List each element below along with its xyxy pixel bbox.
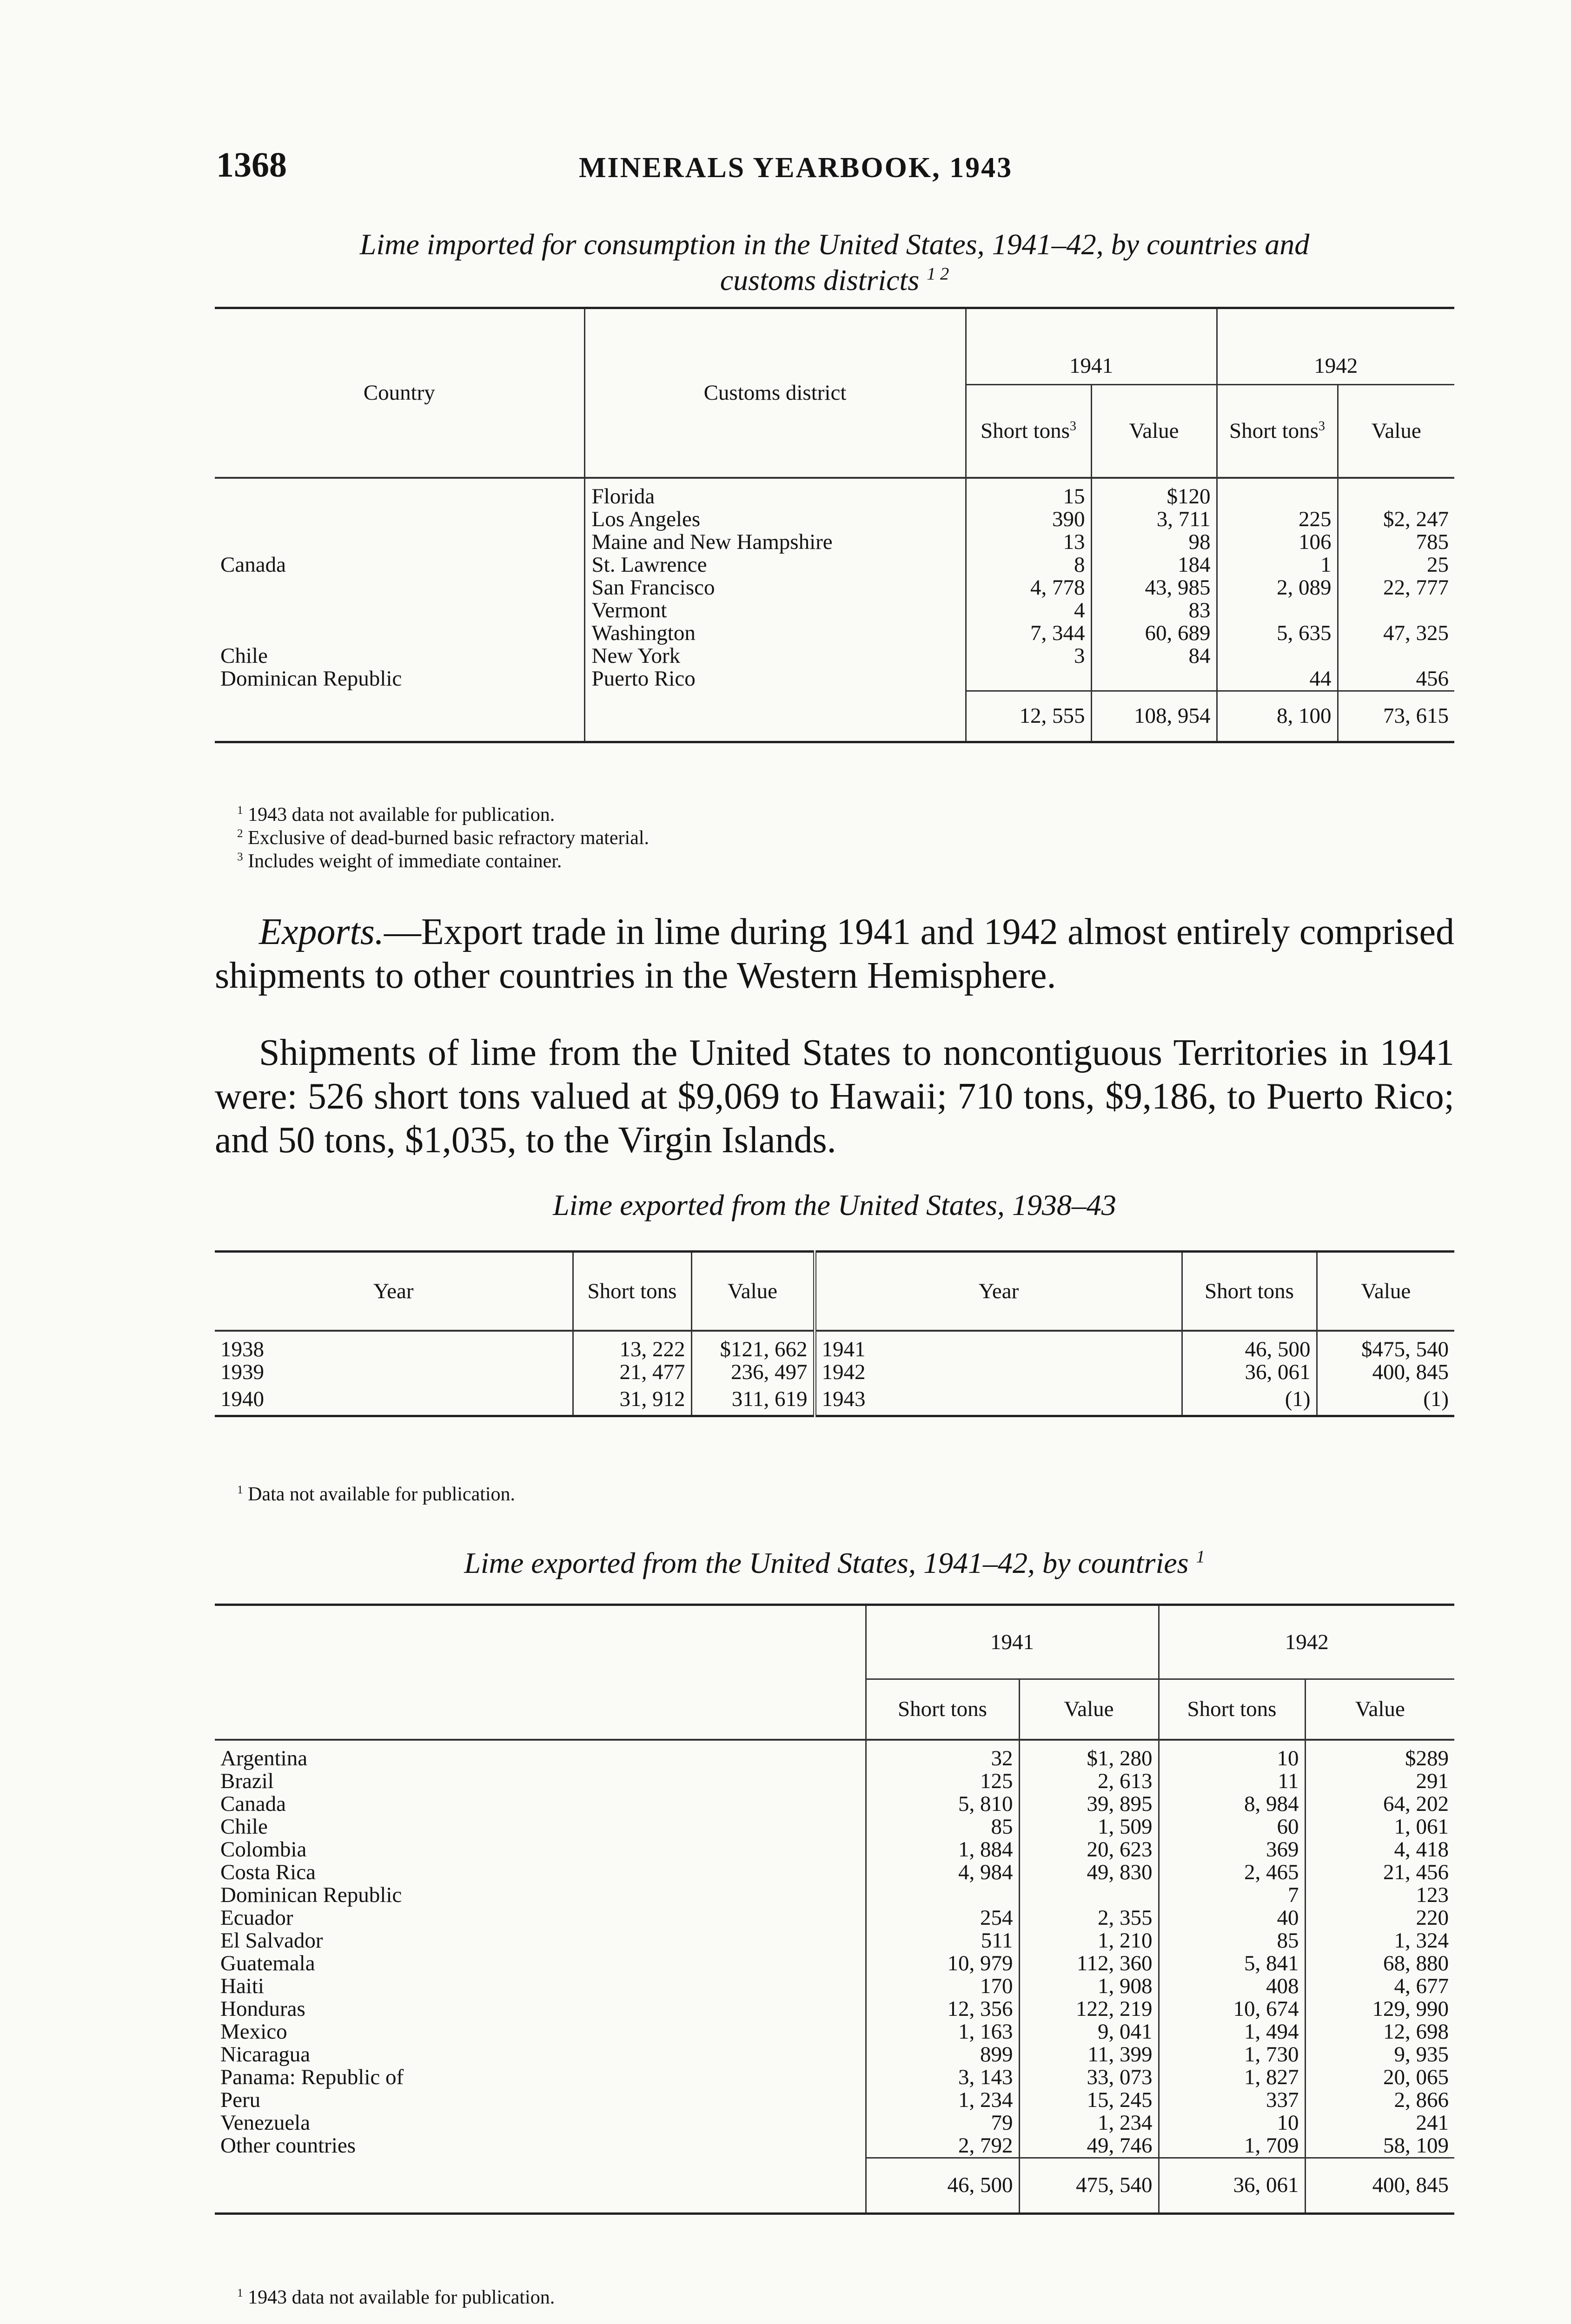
table-row: Maine and New Hampshire 13 98 106 785: [215, 531, 1454, 554]
table-row: Ecuador 254 2, 355 40 220: [215, 1907, 1454, 1929]
col-1942-value: Value: [1338, 385, 1454, 478]
footnote: $^2$ Exclusive of dead-burned basic refractory material.: [237, 827, 650, 849]
col-1942-short-tons: Short tons: [1159, 1679, 1305, 1740]
table-row: Canada 5, 810 39, 895 8, 984 64, 202: [215, 1793, 1454, 1816]
table-row: Florida 15 $120: [215, 478, 1454, 508]
col-1942: 1942: [1217, 308, 1454, 385]
col-short-tons: Short tons: [573, 1252, 691, 1331]
col-year-b: Year: [815, 1252, 1182, 1331]
col-customs-district: Customs district: [584, 308, 966, 478]
table-row: Mexico 1, 163 9, 041 1, 494 12, 698: [215, 2020, 1454, 2043]
footnote: $^1$ 1943 data not available for publication.: [237, 804, 555, 825]
col-1941-value: Value: [1019, 1679, 1159, 1740]
imports-caption-line1: Lime imported for consumption in the United States, 1941–42, by countries and: [359, 228, 1310, 261]
table-row: San Francisco 4, 778 43, 985 2, 089 22, 777: [215, 576, 1454, 599]
table-row: Argentina 32 $1, 280 10 $289: [215, 1740, 1454, 1770]
col-value-b: Value: [1317, 1252, 1454, 1331]
table-row: Haiti 170 1, 908 408 4, 677: [215, 1975, 1454, 1998]
table-row: Costa Rica 4, 984 49, 830 2, 465 21, 456: [215, 1861, 1454, 1884]
table-row: Peru 1, 234 15, 245 337 2, 866: [215, 2089, 1454, 2112]
table-row: Chile 85 1, 509 60 1, 061: [215, 1816, 1454, 1838]
footnote: $^3$ Includes weight of immediate container.: [237, 851, 562, 872]
table-row: 1938 13, 222 $121, 662 1941 46, 500 $475, 540: [215, 1331, 1454, 1361]
table-row: Other countries 2, 792 49, 746 1, 709 58, 109: [215, 2134, 1454, 2158]
table-total-row: 12, 555 108, 954 8, 100 73, 615: [215, 691, 1454, 742]
exports-paragraph: Exports.—Export trade in lime during 1941 and 1942 almost entirely comprised shipments to other countries in the Western Hemisphere.: [215, 911, 1454, 996]
running-title: MINERALS YEARBOOK, 1943: [579, 152, 1013, 184]
exports-countries-table: [215, 1604, 1454, 2215]
col-value: Value: [691, 1252, 815, 1331]
table-row: Dominican Republic 7 123: [215, 1884, 1454, 1907]
imports-caption-sup: 1 2: [927, 264, 949, 284]
col-1942: 1942: [1159, 1605, 1454, 1679]
col-1941-short-tons: Short tons: [866, 1679, 1019, 1740]
table-row: Panama: Republic of 3, 143 33, 073 1, 827 20, 065: [215, 2066, 1454, 2089]
exports-countries-footnote: $^1$ 1943 data not available for publication.: [237, 2287, 555, 2308]
col-1941: 1941: [966, 308, 1217, 385]
imports-footnotes: [237, 803, 1353, 873]
imports-table-caption: [214, 227, 1455, 298]
table-row: Honduras 12, 356 122, 219 10, 674 129, 990: [215, 1998, 1454, 2020]
table-row: Canada St. Lawrence 8 184 1 25: [215, 554, 1454, 576]
shipments-paragraph: Shipments of lime from the United States to noncontiguous Territories in 1941 were: 526 short tons valued at $9,069 to Hawaii; 710 tons, $9,186, to Puerto Rico; and 50 tons, $1,035, to the Virgin Islands.: [215, 1032, 1454, 1161]
table-row: Dominican Republic Puerto Rico 44 456: [215, 667, 1454, 691]
col-year: Year: [215, 1252, 573, 1331]
col-short-tons-b: Short tons: [1182, 1252, 1317, 1331]
table-row: Guatemala 10, 979 112, 360 5, 841 68, 880: [215, 1952, 1454, 1975]
table-row: El Salvador 511 1, 210 85 1, 324: [215, 1929, 1454, 1952]
table-row: Chile New York 3 84: [215, 645, 1454, 667]
table-row: Brazil 125 2, 613 11 291: [215, 1770, 1454, 1793]
page-header: [216, 145, 1453, 187]
col-1942-value: Value: [1305, 1679, 1454, 1740]
exports-countries-caption: Lime exported from the United States, 1941–42, by countries $^1$: [464, 1546, 1205, 1579]
exports-years-caption: Lime exported from the United States, 1938–43: [553, 1188, 1116, 1221]
table-row: Nicaragua 899 11, 399 1, 730 9, 935: [215, 2043, 1454, 2066]
col-1941-short-tons: Short tons$^3$: [966, 385, 1091, 478]
table-row: Los Angeles 390 3, 711 225 $2, 247: [215, 508, 1454, 531]
table-row: Washington 7, 344 60, 689 5, 635 47, 325: [215, 622, 1454, 645]
table-row: Colombia 1, 884 20, 623 369 4, 418: [215, 1838, 1454, 1861]
col-1941-value: Value: [1091, 385, 1217, 478]
table-row: Venezuela 79 1, 234 10 241: [215, 2112, 1454, 2134]
imports-table: [215, 307, 1454, 743]
col-country: Country: [215, 308, 584, 478]
col-country: [215, 1605, 866, 1740]
exports-years-footnote: $^1$ Data not available for publication.: [237, 1484, 516, 1505]
exports-heading: Exports.: [259, 911, 384, 952]
exports-years-table: [215, 1250, 1454, 1417]
col-1942-short-tons: Short tons$^3$: [1217, 385, 1338, 478]
col-1941: 1941: [866, 1605, 1159, 1679]
table-row: Vermont 4 83: [215, 599, 1454, 622]
page-number: 1368: [216, 145, 287, 185]
table-row: 1939 21, 477 236, 497 1942 36, 061 400, 845: [215, 1361, 1454, 1384]
table-total-row: 46, 500 475, 540 36, 061 400, 845: [215, 2158, 1454, 2213]
table-row: 1940 31, 912 311, 619 1943 (1) (1): [215, 1384, 1454, 1416]
imports-caption-line2: customs districts: [720, 263, 920, 297]
